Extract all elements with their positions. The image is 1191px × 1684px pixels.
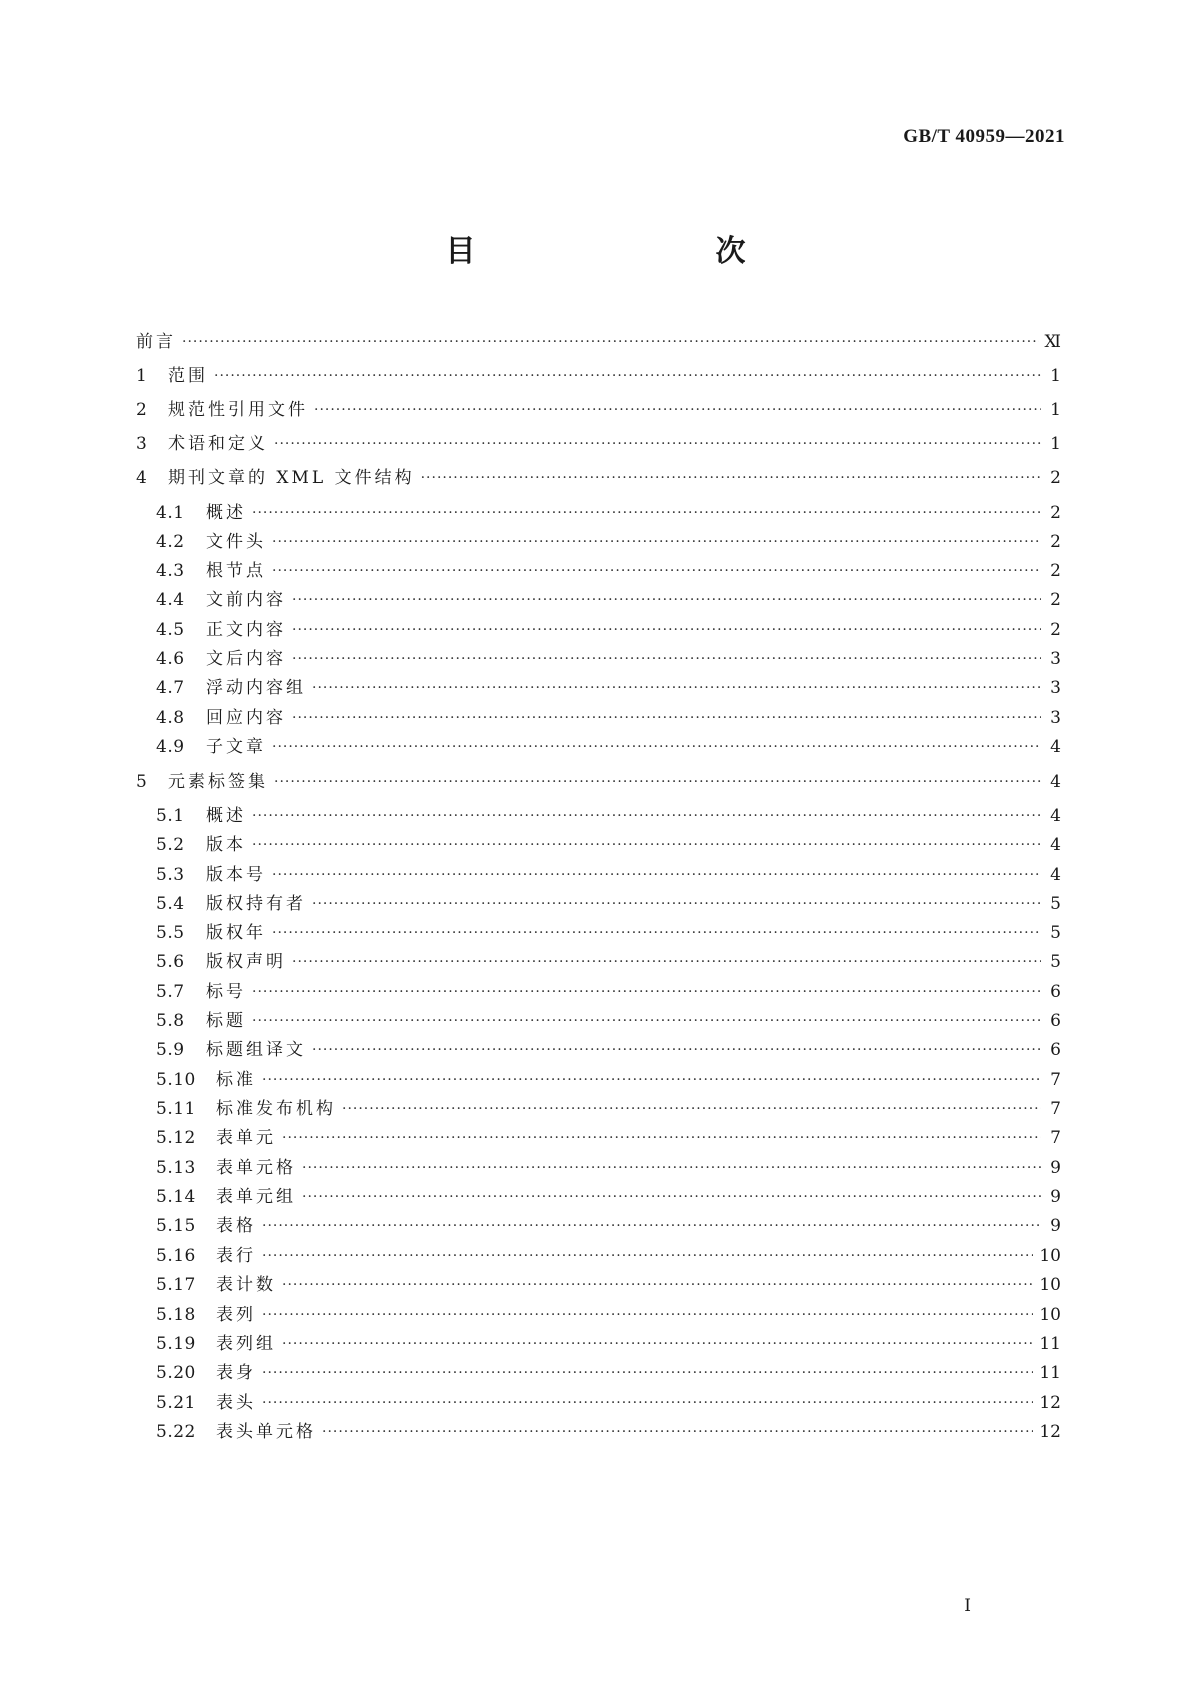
toc-entry-page: 4 (1050, 835, 1061, 855)
toc-entry-page: 5 (1050, 952, 1061, 972)
toc-leader-dots (322, 1420, 1033, 1444)
toc-entry-number: 5.20 (156, 1363, 196, 1383)
toc-entry-page: 4 (1050, 737, 1061, 757)
toc-entry[interactable] (136, 1097, 1061, 1121)
toc-entry-label: 范围 (168, 366, 208, 386)
toc-leader-dots (182, 330, 1039, 354)
toc-entry-number: 5 (136, 772, 148, 792)
toc-entry[interactable] (136, 1214, 1061, 1238)
toc-entry-page: 6 (1050, 1011, 1061, 1031)
toc-entry-number: 5.8 (156, 1011, 185, 1031)
toc-entry[interactable] (136, 804, 1061, 828)
toc-entry-label: 表列组 (216, 1334, 276, 1354)
toc-entry-label: 表单元 (216, 1128, 276, 1148)
toc-entry-page: 2 (1050, 503, 1061, 523)
toc-entry[interactable] (136, 921, 1061, 945)
toc-entry-page: 9 (1050, 1216, 1061, 1236)
toc-leader-dots (312, 892, 1041, 916)
page-number: Ⅰ (964, 1596, 971, 1616)
toc-entry-label: 表列 (216, 1305, 256, 1325)
toc-leader-dots (292, 950, 1041, 974)
toc-entry-number: 5.15 (156, 1216, 196, 1236)
toc-entry[interactable] (136, 1303, 1061, 1327)
toc-entry-number: 4.6 (156, 649, 185, 669)
toc-entry-page: 7 (1050, 1128, 1061, 1148)
toc-entry-number: 4.1 (156, 503, 185, 523)
toc-entry-number: 5.11 (156, 1099, 196, 1119)
toc-entry-label: 概述 (206, 503, 246, 523)
toc-entry-number: 5.21 (156, 1393, 196, 1413)
standard-code: GB/T 40959—2021 (903, 126, 1065, 147)
toc-entry-number: 5.18 (156, 1305, 196, 1325)
toc-entry-number: 5.3 (156, 865, 185, 885)
toc-entry-page: 1 (1050, 366, 1061, 386)
toc-leader-dots (252, 833, 1041, 857)
toc-entry-page: 3 (1050, 649, 1061, 669)
toc-entry[interactable] (136, 330, 1061, 354)
toc-entry-label: 表行 (216, 1246, 256, 1266)
toc-leader-dots (282, 1126, 1041, 1150)
toc-entry-label: 表身 (216, 1363, 256, 1383)
toc-entry-number: 5.2 (156, 835, 185, 855)
toc-entry[interactable] (136, 735, 1061, 759)
toc-entry[interactable] (136, 588, 1061, 612)
toc-leader-dots (292, 618, 1041, 642)
toc-leader-dots (274, 770, 1041, 794)
toc-entry-page: 2 (1050, 532, 1061, 552)
toc-entry-label: 根节点 (206, 561, 266, 581)
toc-entry[interactable] (136, 892, 1061, 916)
toc-entry[interactable] (136, 676, 1061, 700)
toc-entry-number: 3 (136, 434, 148, 454)
toc-entry-page: 4 (1050, 772, 1061, 792)
toc-entry-label: 标号 (206, 982, 246, 1002)
toc-leader-dots (421, 466, 1041, 490)
toc-entry[interactable] (136, 770, 1061, 794)
toc-entry[interactable] (136, 501, 1061, 525)
toc-entry-number: 5.5 (156, 923, 185, 943)
toc-entry-page: 2 (1050, 620, 1061, 640)
toc-entry-page: 4 (1050, 806, 1061, 826)
toc-leader-dots (272, 559, 1041, 583)
toc-entry-label: 版权声明 (206, 952, 286, 972)
toc-entry-label: 元素标签集 (168, 772, 268, 792)
toc-entry[interactable] (136, 863, 1061, 887)
toc-entry[interactable] (136, 530, 1061, 554)
toc-entry-number: 4.8 (156, 708, 185, 728)
toc-entry-page: 5 (1050, 923, 1061, 943)
toc-entry-number: 5.22 (156, 1422, 196, 1442)
toc-leader-dots (252, 980, 1041, 1004)
toc-entry[interactable] (136, 1156, 1061, 1180)
toc-leader-dots (292, 647, 1041, 671)
toc-entry-label: 版本 (206, 835, 246, 855)
toc-leader-dots (312, 1038, 1041, 1062)
toc-entry-number: 5.17 (156, 1275, 196, 1295)
toc-leader-dots (292, 588, 1041, 612)
toc-entry-number: 5.9 (156, 1040, 185, 1060)
toc-entry-label: 表头 (216, 1393, 256, 1413)
toc-entry-page: 3 (1050, 678, 1061, 698)
toc-entry-label: 正文内容 (206, 620, 286, 640)
toc-entry[interactable] (136, 432, 1061, 456)
toc-entry-label: 期刊文章的 XML 文件结构 (168, 468, 415, 488)
toc-entry[interactable] (136, 833, 1061, 857)
toc-leader-dots (292, 706, 1041, 730)
toc-entry[interactable] (136, 706, 1061, 730)
toc-leader-dots (262, 1361, 1033, 1385)
toc-entry-page: 11 (1039, 1363, 1061, 1383)
toc-leader-dots (252, 804, 1041, 828)
toc-entry[interactable] (136, 1273, 1061, 1297)
toc-leader-dots (262, 1391, 1033, 1415)
toc-entry-number: 2 (136, 400, 148, 420)
toc-leader-dots (252, 1009, 1041, 1033)
toc-leader-dots (272, 530, 1041, 554)
toc-entry-page: 10 (1039, 1246, 1061, 1266)
toc-leader-dots (302, 1185, 1041, 1209)
toc-entry-page: 1 (1050, 400, 1061, 420)
toc-entry-label: 版权持有者 (206, 894, 306, 914)
toc-entry-label: 版本号 (206, 865, 266, 885)
toc-entry-number: 4.3 (156, 561, 185, 581)
toc-leader-dots (252, 501, 1041, 525)
toc-entry[interactable] (136, 1068, 1061, 1092)
toc-entry-page: 7 (1050, 1070, 1061, 1090)
toc-entry[interactable] (136, 1009, 1061, 1033)
toc-entry[interactable] (136, 1361, 1061, 1385)
toc-entry-number: 4 (136, 468, 148, 488)
toc-entry-label: 子文章 (206, 737, 266, 757)
toc-entry-label: 浮动内容组 (206, 678, 306, 698)
toc-leader-dots (272, 863, 1041, 887)
toc-entry-number: 4.5 (156, 620, 185, 640)
toc-entry-label: 标准 (216, 1070, 256, 1090)
toc-entry-label: 前言 (136, 332, 176, 352)
toc-entry-number: 5.12 (156, 1128, 196, 1148)
toc-entry-page: 10 (1039, 1305, 1061, 1325)
toc-entry-page: 5 (1050, 894, 1061, 914)
toc-entry[interactable] (136, 1420, 1061, 1444)
toc-entry-number: 4.2 (156, 532, 185, 552)
toc-entry-label: 表格 (216, 1216, 256, 1236)
toc-entry-number: 5.13 (156, 1158, 196, 1178)
toc-entry[interactable] (136, 618, 1061, 642)
toc-entry[interactable] (136, 950, 1061, 974)
toc-leader-dots (262, 1214, 1041, 1238)
toc-entry-label: 标题 (206, 1011, 246, 1031)
toc-entry-number: 4.7 (156, 678, 185, 698)
toc-entry-label: 标题组译文 (206, 1040, 306, 1060)
toc-entry[interactable] (136, 466, 1061, 490)
toc-entry-page: 6 (1050, 982, 1061, 1002)
toc-leader-dots (272, 735, 1041, 759)
toc-entry-label: 表计数 (216, 1275, 276, 1295)
toc-entry-number: 4.4 (156, 590, 185, 610)
toc-entry-page: Ⅺ (1044, 332, 1061, 352)
toc-entry-page: 12 (1039, 1422, 1061, 1442)
toc-leader-dots (342, 1097, 1041, 1121)
toc-entry-number: 5.16 (156, 1246, 196, 1266)
toc-leader-dots (312, 676, 1041, 700)
toc-entry-number: 5.7 (156, 982, 185, 1002)
toc-entry-page: 12 (1039, 1393, 1061, 1413)
toc-entry-number: 1 (136, 366, 148, 386)
toc-entry[interactable] (136, 647, 1061, 671)
toc-leader-dots (302, 1156, 1041, 1180)
toc-entry[interactable] (136, 1038, 1061, 1062)
toc-entry-label: 回应内容 (206, 708, 286, 728)
toc-entry-number: 5.19 (156, 1334, 196, 1354)
toc-entry[interactable] (136, 398, 1061, 422)
toc-entry-number: 5.1 (156, 806, 185, 826)
toc-entry-page: 6 (1050, 1040, 1061, 1060)
toc-leader-dots (262, 1303, 1033, 1327)
toc-leader-dots (262, 1244, 1033, 1268)
toc-leader-dots (274, 432, 1041, 456)
toc-entry-page: 11 (1039, 1334, 1061, 1354)
toc-entry-page: 3 (1050, 708, 1061, 728)
toc-entry[interactable] (136, 1332, 1061, 1356)
toc-leader-dots (262, 1068, 1041, 1092)
toc-entry-label: 表头单元格 (216, 1422, 316, 1442)
toc-entry[interactable] (136, 559, 1061, 583)
toc-entry-label: 术语和定义 (168, 434, 268, 454)
toc-entry-number: 4.9 (156, 737, 185, 757)
toc-entry[interactable] (136, 1185, 1061, 1209)
toc-entry-number: 5.10 (156, 1070, 196, 1090)
toc-entry-label: 规范性引用文件 (168, 400, 308, 420)
toc-leader-dots (272, 921, 1041, 945)
toc-leader-dots (214, 364, 1041, 388)
toc-entry[interactable] (136, 1126, 1061, 1150)
toc-entry-label: 标准发布机构 (216, 1099, 336, 1119)
toc-entry[interactable] (136, 980, 1061, 1004)
toc-entry-label: 文件头 (206, 532, 266, 552)
toc-entry-page: 7 (1050, 1099, 1061, 1119)
toc-entry-page: 1 (1050, 434, 1061, 454)
toc-entry[interactable] (136, 1391, 1061, 1415)
toc-entry-page: 10 (1039, 1275, 1061, 1295)
toc-entry[interactable] (136, 364, 1061, 388)
toc-entry-number: 5.6 (156, 952, 185, 972)
toc-leader-dots (282, 1273, 1033, 1297)
toc-entry-page: 4 (1050, 865, 1061, 885)
toc-entry[interactable] (136, 1244, 1061, 1268)
toc-entry-label: 概述 (206, 806, 246, 826)
toc-entry-page: 2 (1050, 590, 1061, 610)
toc-entry-page: 2 (1050, 561, 1061, 581)
toc-entry-page: 9 (1050, 1187, 1061, 1207)
toc-entry-label: 文后内容 (206, 649, 286, 669)
toc-leader-dots (282, 1332, 1033, 1356)
toc-entry-label: 版权年 (206, 923, 266, 943)
toc-entry-page: 9 (1050, 1158, 1061, 1178)
toc-entry-page: 2 (1050, 468, 1061, 488)
toc-entry-number: 5.14 (156, 1187, 196, 1207)
toc-entry-number: 5.4 (156, 894, 185, 914)
toc-entry-label: 表单元格 (216, 1158, 296, 1178)
toc-entry-label: 表单元组 (216, 1187, 296, 1207)
page-title: 目 次 (445, 234, 806, 269)
toc-leader-dots (314, 398, 1041, 422)
toc-entry-label: 文前内容 (206, 590, 286, 610)
